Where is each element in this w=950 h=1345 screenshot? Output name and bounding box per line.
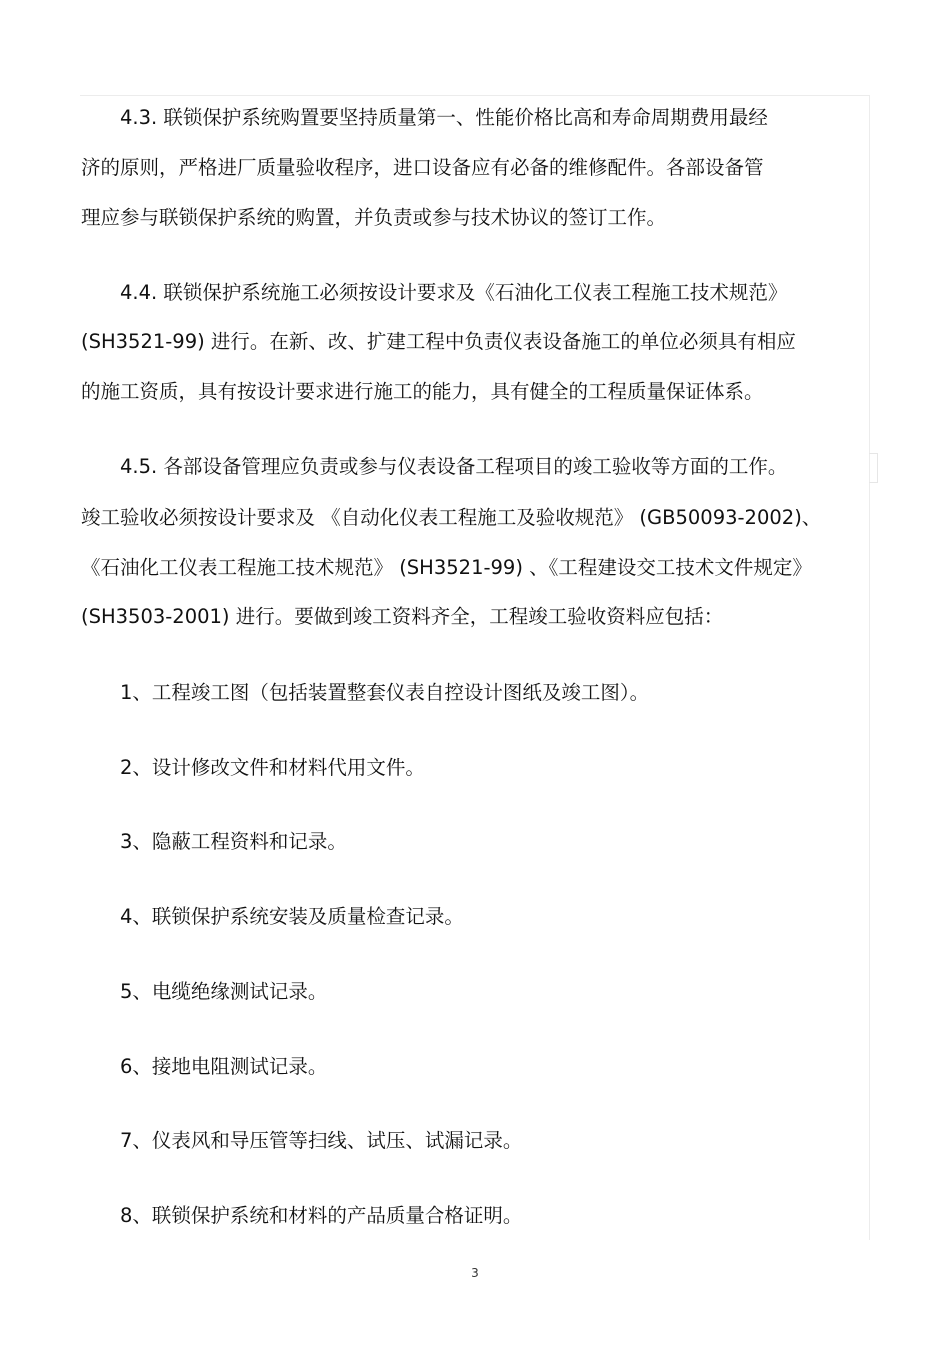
list-item: 3、隐蔽工程资料和记录。 (120, 830, 347, 853)
section-4-5-line-4: (SH3503-2001) 进行。要做到竣工资料齐全，工程竣工验收资料应包括： (81, 605, 724, 628)
list-item: 2、设计修改文件和材料代用文件。 (120, 756, 425, 779)
page-number: 3 (471, 1266, 479, 1280)
list-item: 6、接地电阻测试记录。 (120, 1055, 328, 1078)
section-4-5-line-2: 竣工验收必须按设计要求及 《自动化仪表工程施工及验收规范》 (GB50093-2002)、 (81, 506, 822, 529)
section-4-5-line-1: 4.5. 各部设备管理应负责或参与仪表设备工程项目的竣工验收等方面的工作。 (120, 455, 788, 478)
section-4-4-line-2: (SH3521-99) 进行。在新、改、扩建工程中负责仪表设备施工的单位必须具有相应 (81, 330, 796, 353)
section-4-4-line-1: 4.4. 联锁保护系统施工必须按设计要求及《石油化工仪表工程施工技术规范》 (120, 281, 788, 304)
section-4-3-line-1: 4.3. 联锁保护系统购置要坚持质量第一、性能价格比高和寿命周期费用最经 (120, 106, 768, 129)
list-item: 1、工程竣工图（包括装置整套仪表自控设计图纸及竣工图）。 (120, 681, 650, 704)
list-item: 5、电缆绝缘测试记录。 (120, 980, 328, 1003)
margin-marker (869, 453, 878, 483)
section-4-4-line-3: 的施工资质，具有按设计要求进行施工的能力，具有健全的工程质量保证体系。 (81, 380, 764, 403)
section-4-5-line-3: 《石油化工仪表工程施工技术规范》 (SH3521-99) 、《工程建设交工技术文件规定》 (81, 556, 812, 579)
section-4-3-line-2: 济的原则，严格进厂质量验收程序，进口设备应有必备的维修配件。各部设备管 (81, 156, 764, 179)
list-item: 7、仪表风和导压管等扫线、试压、试漏记录。 (120, 1129, 523, 1152)
list-item: 8、联锁保护系统和材料的产品质量合格证明。 (120, 1204, 523, 1227)
list-item: 4、联锁保护系统安装及质量检查记录。 (120, 905, 464, 928)
page-border-top (80, 95, 870, 96)
page-border-right (869, 95, 870, 1240)
section-4-3-line-3: 理应参与联锁保护系统的购置，并负责或参与技术协议的签订工作。 (81, 206, 667, 229)
